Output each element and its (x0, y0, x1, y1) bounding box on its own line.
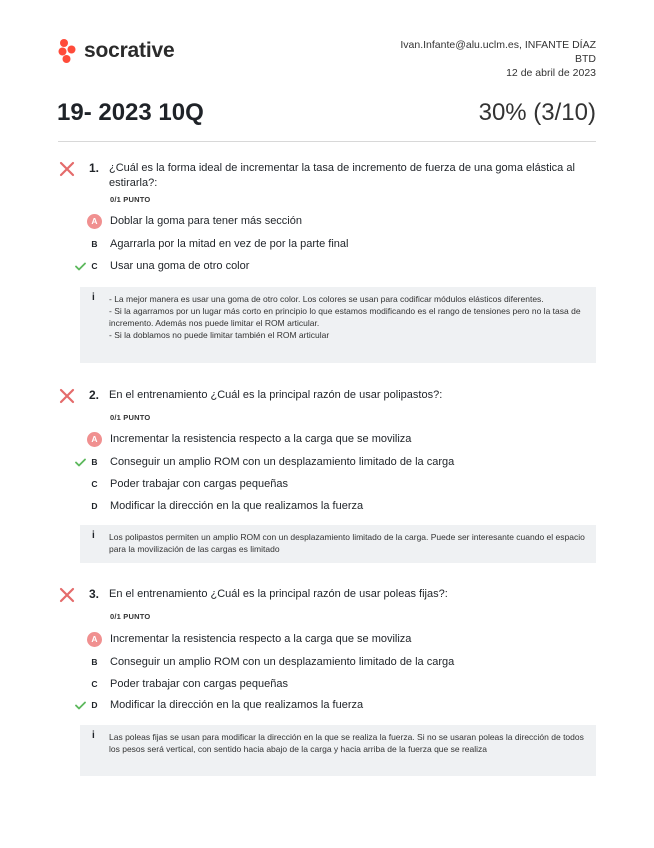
explanation-line: - Si la doblamos no puede limitar también el ROM articular (109, 330, 330, 340)
option-text: Modificar la dirección en la que realizamos la fuerza (110, 500, 364, 512)
report-date: 12 de abril de 2023 (506, 67, 596, 79)
info-icon: i (92, 292, 95, 303)
option-letter-badge: B (91, 657, 98, 667)
question-text: En el entrenamiento ¿Cuál es la principal razón de usar poleas fijas?: (109, 588, 448, 600)
question-text: ¿Cuál es la forma ideal de incrementar la tasa de incremento de fuerza de una goma elástica al estirarla?: (109, 162, 575, 189)
answer-option-a (74, 430, 411, 448)
question-points: 0/1 PUNTO (110, 612, 151, 621)
quiz-score: 30% (3/10) (478, 99, 596, 126)
quiz-title: 19- 2023 10Q (57, 99, 204, 126)
info-icon: i (92, 530, 95, 541)
correct-check-icon (74, 260, 86, 272)
option-text: Incrementar la resistencia respecto a la carga que se moviliza (110, 433, 412, 445)
option-letter-badge: A (87, 632, 102, 647)
user-email-name: Ivan.Infante@alu.uclm.es, INFANTE DÍAZ (400, 39, 596, 51)
option-text: Usar una goma de otro color (110, 260, 250, 272)
option-text: Poder trabajar con cargas pequeñas (110, 478, 288, 490)
answer-option-c (74, 675, 288, 693)
option-text: Modificar la dirección en la que realizamos la fuerza (110, 699, 364, 711)
socrative-logo-icon (58, 38, 78, 64)
answer-option-d (74, 696, 363, 714)
question-number: 3. (89, 587, 100, 601)
option-letter-badge: A (87, 432, 102, 447)
question-number: 1. (89, 161, 100, 175)
option-letter-badge: C (91, 261, 98, 271)
incorrect-x-icon (59, 388, 75, 404)
user-info (400, 38, 596, 80)
question-number: 2. (89, 388, 100, 402)
option-letter-badge: B (91, 239, 98, 249)
info-icon: i (92, 730, 95, 741)
option-text: Conseguir un amplio ROM con un desplazamiento limitado de la carga (110, 656, 455, 668)
answer-option-a (74, 212, 302, 230)
answer-option-b (74, 235, 348, 253)
explanation-box (80, 725, 596, 776)
answer-option-c (74, 257, 249, 275)
incorrect-x-icon (59, 161, 75, 177)
header-divider (58, 141, 596, 142)
answer-option-a (74, 630, 411, 648)
option-text: Conseguir un amplio ROM con un desplazamiento limitado de la carga (110, 456, 455, 468)
logo-text: socrative (84, 39, 175, 62)
question-points: 0/1 PUNTO (110, 413, 151, 422)
option-text: Doblar la goma para tener más sección (110, 215, 302, 227)
option-text: Agarrarla por la mitad en vez de por la parte final (110, 238, 349, 250)
correct-check-icon (74, 456, 86, 468)
explanation-box (80, 287, 596, 363)
option-letter-badge: A (87, 214, 102, 229)
explanation-box (80, 525, 596, 563)
explanation-line: - Si la agarramos por un lugar más corto en principio lo que estamos modificando es el rango de tensiones pero no la tasa de incremento. Además nos puede limitar el ROM articular. (109, 306, 581, 328)
answer-option-c (74, 475, 288, 493)
answer-option-d (74, 497, 363, 515)
explanation-line: Las poleas fijas se usan para modificar la dirección en la que se realiza la fuerza. Si no se usaran poleas la dirección de todos los pesos será vertical, con sentido hacia abajo de la carga y hacia arriba de la fuerza que se realiza (109, 732, 584, 754)
answer-option-b (74, 653, 454, 671)
option-letter-badge: C (91, 479, 98, 489)
option-text: Poder trabajar con cargas pequeñas (110, 678, 288, 690)
option-letter-badge: C (91, 679, 98, 689)
question-text: En el entrenamiento ¿Cuál es la principal razón de usar polipastos?: (109, 389, 443, 401)
correct-check-icon (74, 699, 86, 711)
explanation-line: Los polipastos permiten un amplio ROM con un desplazamiento limitado de la carga. Puede ser interesante cuando el espacio para la movilización de las cargas es limitado (109, 532, 585, 554)
incorrect-x-icon (59, 587, 75, 603)
option-letter-badge: D (91, 700, 98, 710)
option-letter-badge: D (91, 501, 98, 511)
explanation-line: - La mejor manera es usar una goma de otro color. Los colores se usan para codificar módulos elásticos diferentes. (109, 294, 544, 304)
socrative-logo (58, 38, 174, 64)
question-points: 0/1 PUNTO (110, 195, 151, 204)
answer-option-b (74, 453, 454, 471)
class-name: BTD (575, 53, 596, 65)
option-text: Incrementar la resistencia respecto a la carga que se moviliza (110, 633, 412, 645)
option-letter-badge: B (91, 457, 98, 467)
